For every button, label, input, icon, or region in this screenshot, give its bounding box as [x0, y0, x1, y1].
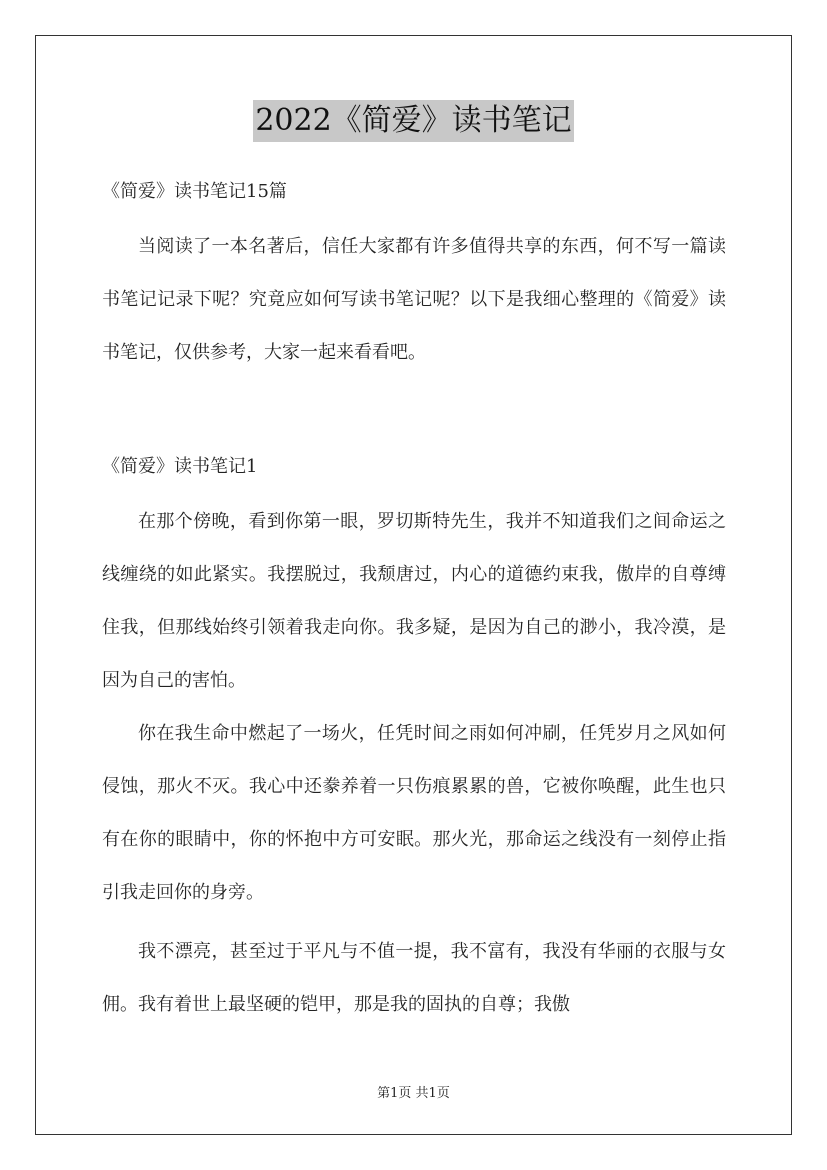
page-number-footer: 第1页 共1页 [377, 1086, 450, 1101]
body-paragraph: 你在我生命中燃起了一场火，任凭时间之雨如何冲刷，任凭岁月之风如何侵蚀，那火不灭。我心中还豢养着一只伤痕累累的兽，它被你唤醒，此生也只有在你的眼睛中，你的怀抱中方可安眠。那火光，那命运之线没有一刻停止指引我走回你的身旁。 [102, 723, 726, 903]
section-heading: 《简爱》读书笔记1 [102, 456, 258, 477]
document-subtitle: 《简爱》读书笔记15篇 [102, 181, 287, 202]
intro-paragraph: 当阅读了一本名著后，信任大家都有许多值得共享的东西，何不写一篇读书笔记记录下呢？究竟应如何写读书笔记呢？以下是我细心整理的《简爱》读书笔记，仅供参考，大家一起来看看吧。 [102, 236, 726, 363]
body-paragraph: 在那个傍晚，看到你第一眼，罗切斯特先生，我并不知道我们之间命运之线缠绕的如此紧实。我摆脱过，我颓唐过，内心的道德约束我，傲岸的自尊缚住我，但那线始终引领着我走向你。我多疑，是因为自己的渺小，我冷漠，是因为自己的害怕。 [102, 511, 726, 691]
document-title: 2022《简爱》读书笔记 [253, 100, 573, 142]
body-paragraph: 我不漂亮，甚至过于平凡与不值一提，我不富有，我没有华丽的衣服与女佣。我有着世上最坚硬的铠甲，那是我的固执的自尊；我傲 [102, 941, 726, 1015]
title-container [0, 100, 827, 142]
